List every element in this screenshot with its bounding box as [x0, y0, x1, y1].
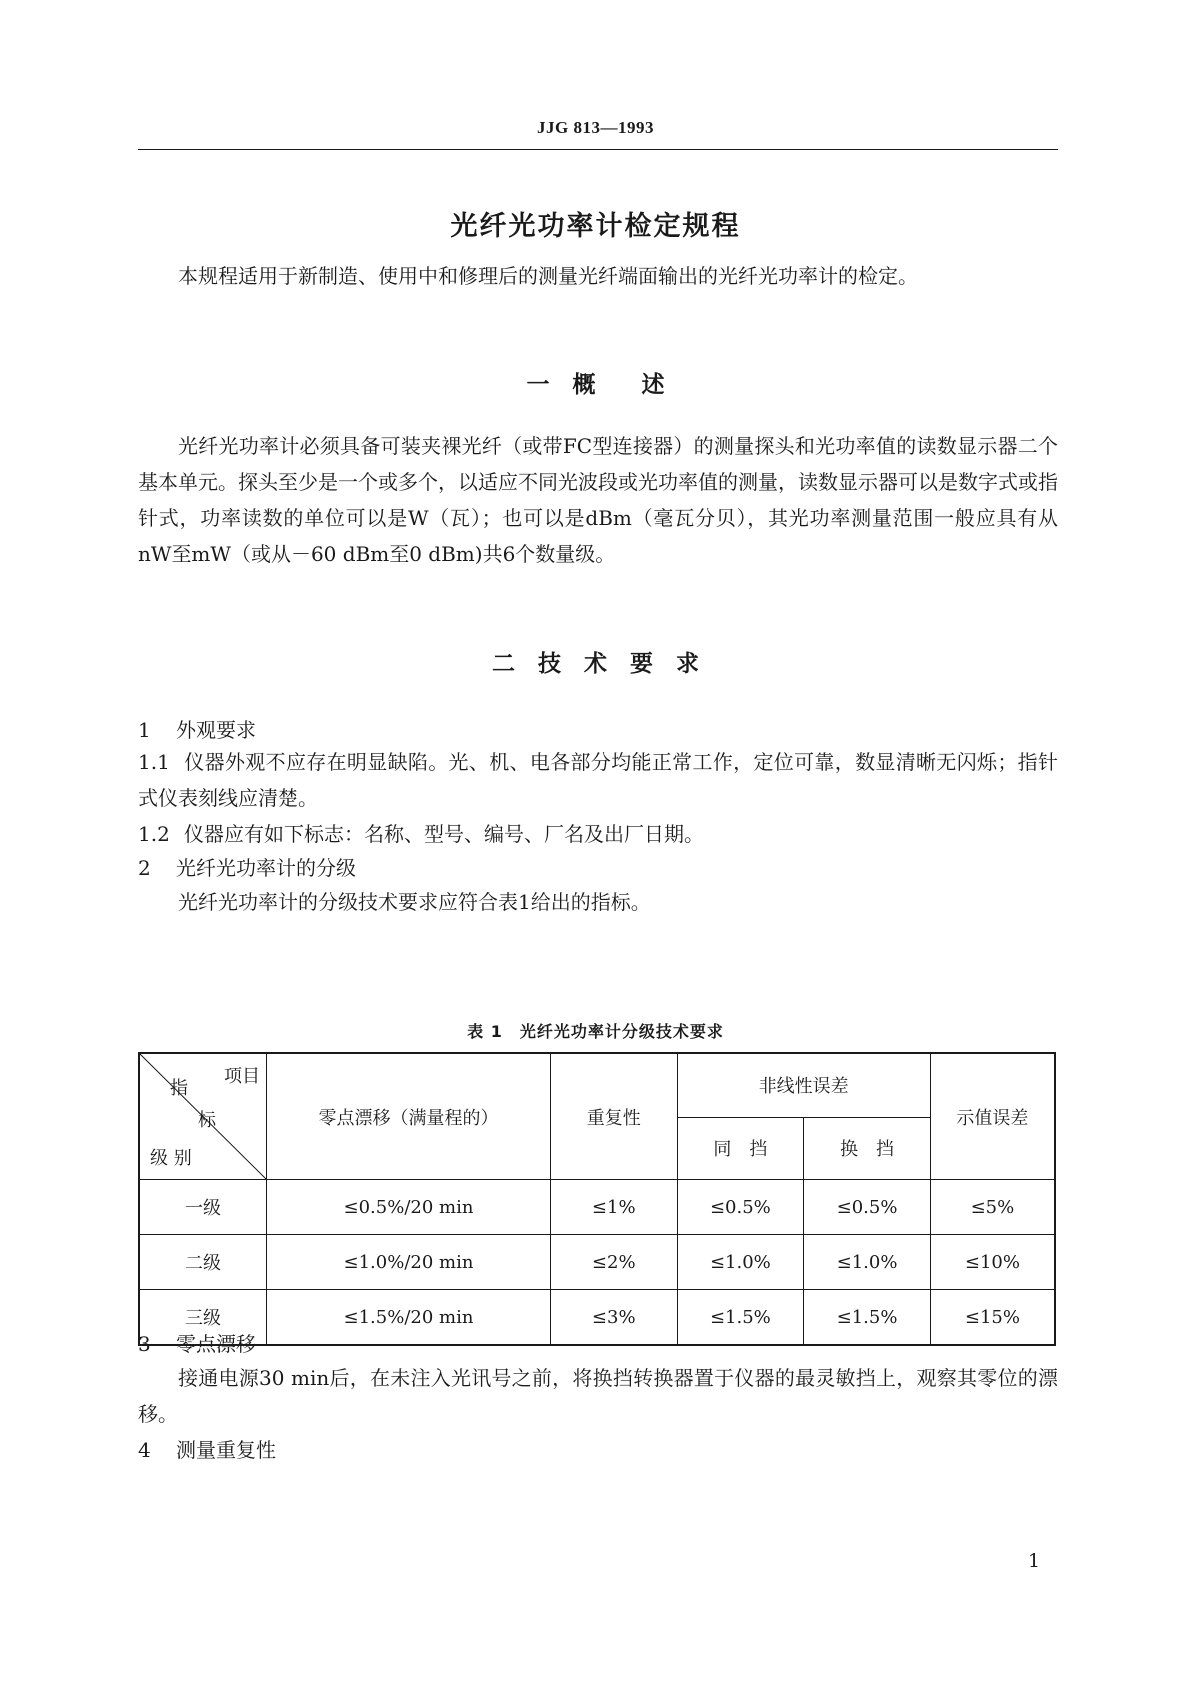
item-appearance: [138, 712, 1058, 748]
item-number: 1.1: [138, 750, 170, 774]
repeatability-cell: ≤3%: [550, 1290, 677, 1346]
table-row: [139, 1235, 1055, 1290]
zero-drift-cell: ≤0.5%/20 min: [267, 1180, 551, 1235]
repeatability-cell: ≤1%: [550, 1180, 677, 1235]
item-appearance-1-1: [138, 744, 1058, 816]
item-text: 测量重复性: [176, 1438, 276, 1462]
header-indication-error: 示值误差: [930, 1053, 1055, 1180]
item-number: 1.2: [138, 822, 170, 846]
item-number: 3: [138, 1332, 151, 1356]
grading-table: [138, 1052, 1056, 1346]
table-intro-paragraph: 光纤光功率计的分级技术要求应符合表1给出的指标。: [178, 890, 651, 914]
item-number: 4: [138, 1438, 151, 1462]
item-grading: [138, 850, 1058, 886]
grade-cell: 三级: [139, 1290, 267, 1346]
header-rule: [138, 149, 1058, 150]
item-text: 外观要求: [176, 718, 256, 742]
item-text: 仪器外观不应存在明显缺陷。光、机、电各部分均能正常工作，定位可靠，数显清晰无闪烁；指针式仪表刻线应清楚。: [138, 750, 1058, 810]
switch-range-cell: ≤0.5%: [804, 1180, 931, 1235]
item-zero-drift: [138, 1326, 1058, 1362]
indication-error-cell: ≤10%: [930, 1235, 1055, 1290]
item-number: 1: [138, 718, 151, 742]
item-text: 零点漂移: [176, 1332, 256, 1356]
corner-indicator-label-2: 标: [198, 1110, 216, 1131]
standard-code: JJG 813—1993: [537, 118, 654, 137]
table-caption: 表 1 光纤光功率计分级技术要求: [467, 1022, 724, 1041]
corner-cell: [139, 1053, 267, 1180]
section-heading-requirements-text: 二 技 术 要 求: [492, 651, 699, 677]
zero-drift-paragraph: 接通电源30 min后，在未注入光讯号之前，将换挡转换器置于仪器的最灵敏挡上，观察其零位的漂移。: [138, 1366, 1058, 1426]
scope-paragraph: 本规程适用于新制造、使用中和修理后的测量光纤端面输出的光纤光功率计的检定。: [178, 264, 918, 288]
repeatability-cell: ≤2%: [550, 1235, 677, 1290]
indication-error-cell: ≤15%: [930, 1290, 1055, 1346]
section-heading-requirements: [0, 645, 1191, 678]
item-appearance-1-2: [138, 816, 1058, 852]
header-same-range: 同 挡: [677, 1117, 804, 1180]
corner-indicator-label: 指: [170, 1078, 188, 1099]
item-number: 2: [138, 856, 151, 880]
same-range-cell: ≤0.5%: [677, 1180, 804, 1235]
switch-range-cell: ≤1.5%: [804, 1290, 931, 1346]
same-range-cell: ≤1.5%: [677, 1290, 804, 1346]
grade-cell: 二级: [139, 1235, 267, 1290]
document-title: 光纤光功率计检定规程: [450, 211, 741, 242]
corner-diagonal-header: [140, 1054, 266, 1179]
header-switch-range: 换 挡: [804, 1117, 931, 1180]
header-zero-drift: 零点漂移（满量程的）: [267, 1053, 551, 1180]
zero-drift-cell: ≤1.5%/20 min: [267, 1290, 551, 1346]
item-text: 光纤光功率计的分级: [176, 856, 356, 880]
grade-cell: 一级: [139, 1180, 267, 1235]
indication-error-cell: ≤5%: [930, 1180, 1055, 1235]
switch-range-cell: ≤1.0%: [804, 1235, 931, 1290]
zero-drift-cell: ≤1.0%/20 min: [267, 1235, 551, 1290]
page-number: 1: [1028, 1550, 1041, 1572]
corner-item-label: 项目: [224, 1066, 260, 1087]
header-nonlinearity: 非线性误差: [677, 1053, 930, 1117]
header-repeatability: 重复性: [550, 1053, 677, 1180]
item-repeatability: [138, 1432, 1058, 1468]
table-header-row: [139, 1053, 1055, 1117]
corner-grade-label: 级 别: [150, 1148, 192, 1169]
table-row: [139, 1180, 1055, 1235]
same-range-cell: ≤1.0%: [677, 1235, 804, 1290]
section-heading-overview: [0, 366, 1191, 399]
section-heading-overview-text: 一 概 述: [526, 372, 665, 398]
overview-paragraph: 光纤光功率计必须具备可装夹裸光纤（或带FC型连接器）的测量探头和光功率值的读数显示器二个基本单元。探头至少是一个或多个，以适应不同光波段或光功率值的测量，读数显示器可以是数字式或指针式，功率读数的单位可以是W（瓦）；也可以是dBm（毫瓦分贝），其光功率测量范围一般应具有从nW至mW（或从－60 dBm至0 dBm)共6个数量级。: [138, 434, 1058, 566]
item-text: 仪器应有如下标志：名称、型号、编号、厂名及出厂日期。: [184, 822, 704, 846]
